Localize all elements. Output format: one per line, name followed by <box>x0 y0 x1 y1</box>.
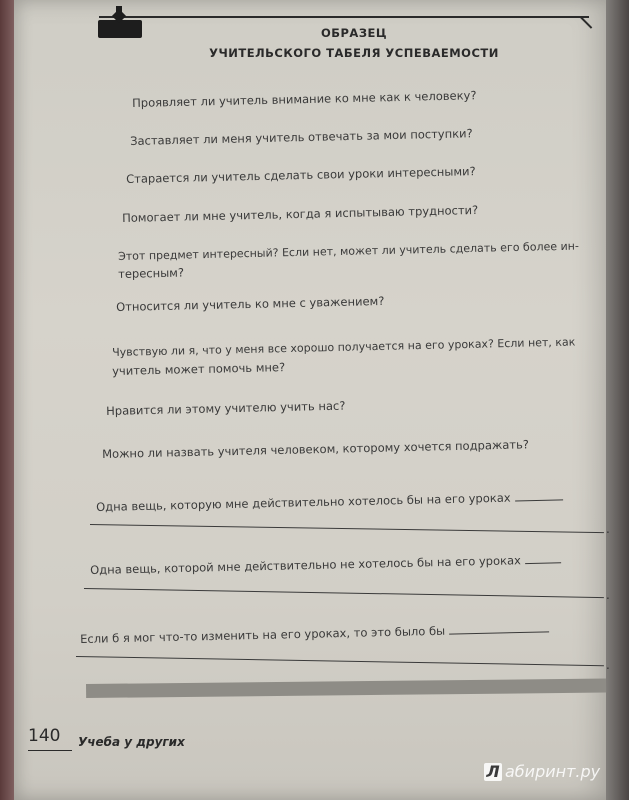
question-9: Можно ли назвать учителя человеком, которому хочется подражать? <box>102 437 530 461</box>
watermark-badge: Л <box>484 763 502 781</box>
prompt-1-answer-line <box>90 524 604 533</box>
prompt-3-text: Если б я мог что-то изменить на его уроках, то это было бы <box>80 623 446 646</box>
question-5-cont: тересным? <box>118 265 185 281</box>
section-title: Учеба у других <box>78 735 185 749</box>
prompt-2-answer-line <box>84 588 604 598</box>
prompt-1 <box>96 489 563 514</box>
question-6: Относится ли учитель ко мне с уважением? <box>116 293 385 314</box>
question-1: Проявляет ли учитель внимание ко мне как к человеку? <box>132 88 477 110</box>
prompt-2 <box>90 552 561 577</box>
footer-band <box>86 679 606 698</box>
question-7: Чувствую ли я, что у меня все хорошо получается на его уроках? Если нет, как <box>112 335 576 359</box>
question-2: Заставляет ли меня учитель отвечать за мои поступки? <box>130 126 473 148</box>
question-5: Этот предмет интересный? Если нет, может ли учитель сделать его более ин- <box>118 239 580 263</box>
section-logo-icon <box>98 20 142 38</box>
prompt-2-text: Одна вещь, которой мне действительно не хотелось бы на его уроках <box>90 553 522 577</box>
watermark-text: абиринт.ру <box>505 762 601 781</box>
prompt-3 <box>80 621 549 646</box>
prompt-3-period: . <box>606 658 610 672</box>
page-number: 140 <box>28 726 61 746</box>
question-8: Нравится ли этому учителю учить нас? <box>106 398 346 418</box>
page-number-underline <box>28 750 72 751</box>
book-page <box>14 0 610 800</box>
page-title: ОБРАЗЕЦ <box>320 26 388 40</box>
question-7-cont: учитель может помочь мне? <box>112 360 286 378</box>
page-subtitle: УЧИТЕЛЬСКОГО ТАБЕЛЯ УСПЕВАЕМОСТИ <box>209 46 499 60</box>
prompt-3-answer-line <box>76 656 604 666</box>
prompt-1-blank <box>515 499 563 501</box>
prompt-1-period: . <box>606 522 610 536</box>
prompt-2-blank <box>525 562 561 564</box>
prompt-2-period: . <box>606 588 610 602</box>
watermark <box>484 762 600 781</box>
question-3: Старается ли учитель сделать свои уроки интересными? <box>126 164 476 186</box>
prompt-1-text: Одна вещь, которую мне действительно хотелось бы на его уроках <box>96 490 511 514</box>
prompt-3-blank <box>449 631 549 634</box>
question-4: Помогает ли мне учитель, когда я испытываю трудности? <box>122 202 479 225</box>
